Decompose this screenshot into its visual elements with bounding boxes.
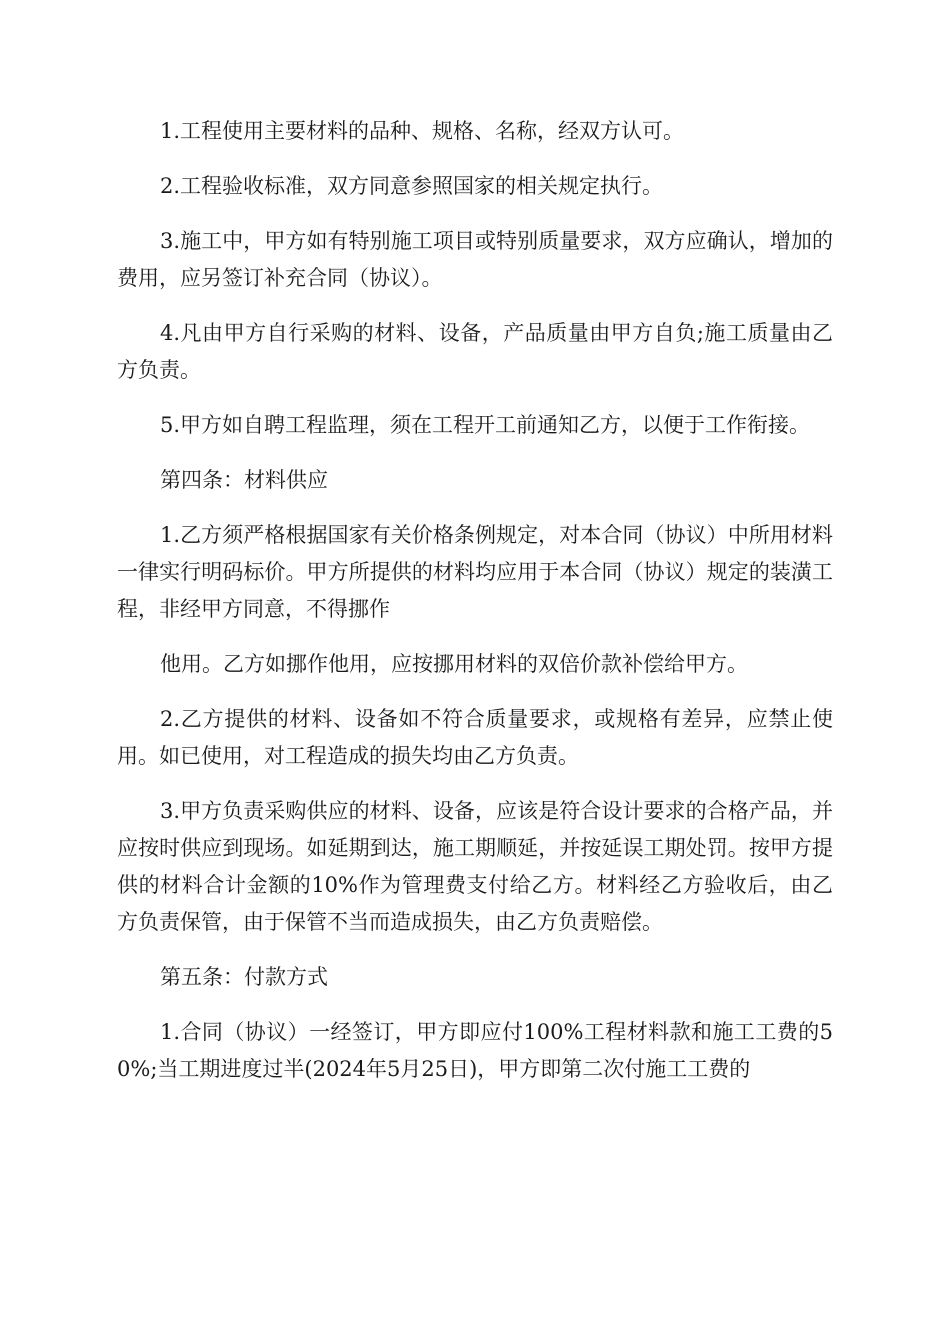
clause-misuse-compensation: 他用。乙方如挪作他用，应按挪用材料的双倍价款补偿给甲方。 — [160, 652, 748, 676]
section-heading-payment: 第五条：付款方式 — [160, 965, 328, 989]
document-page — [117, 113, 833, 1106]
clause-quality-responsibility: 4.凡由甲方自行采购的材料、设备，产品质量由甲方自负;施工质量由乙方负责。 — [117, 321, 833, 382]
clause-party-a-supply: 3.甲方负责采购供应的材料、设备，应该是符合设计要求的合格产品，并应按时供应到现场。如延期到达，施工期顺延，并按延误工期处罚。按甲方提供的材料合计金额的10%作为管理费支付给乙方。材料经乙方验收后，由乙方负责保管，由于保管不当而造成损失，由乙方负责赔偿。 — [117, 799, 833, 934]
clause-price-marking: 1.乙方须严格根据国家有关价格条例规定，对本合同（协议）中所用材料一律实行明码标价。甲方所提供的材料均应用于本合同（协议）规定的装潢工程，非经甲方同意，不得挪作 — [117, 523, 833, 621]
clause-nonconforming-materials: 2.乙方提供的材料、设备如不符合质量要求，或规格有差异，应禁止使用。如已使用，对工程造成的损失均由乙方负责。 — [117, 707, 833, 768]
clause-payment-schedule: 1.合同（协议）一经签订，甲方即应付100%工程材料款和施工工费的50%;当工期进度过半(2024年5月25日)，甲方即第二次付施工工费的 — [117, 1020, 833, 1081]
clause-acceptance-standard: 2.工程验收标准，双方同意参照国家的相关规定执行。 — [160, 174, 664, 198]
section-heading-materials: 第四条：材料供应 — [160, 468, 328, 492]
clause-special-requirements: 3.施工中，甲方如有特别施工项目或特别质量要求，双方应确认，增加的费用，应另签订补充合同（协议）。 — [117, 229, 833, 290]
clause-material-approval: 1.工程使用主要材料的品种、规格、名称，经双方认可。 — [160, 119, 685, 143]
clause-supervision: 5.甲方如自聘工程监理，须在工程开工前通知乙方，以便于工作衔接。 — [160, 413, 811, 437]
